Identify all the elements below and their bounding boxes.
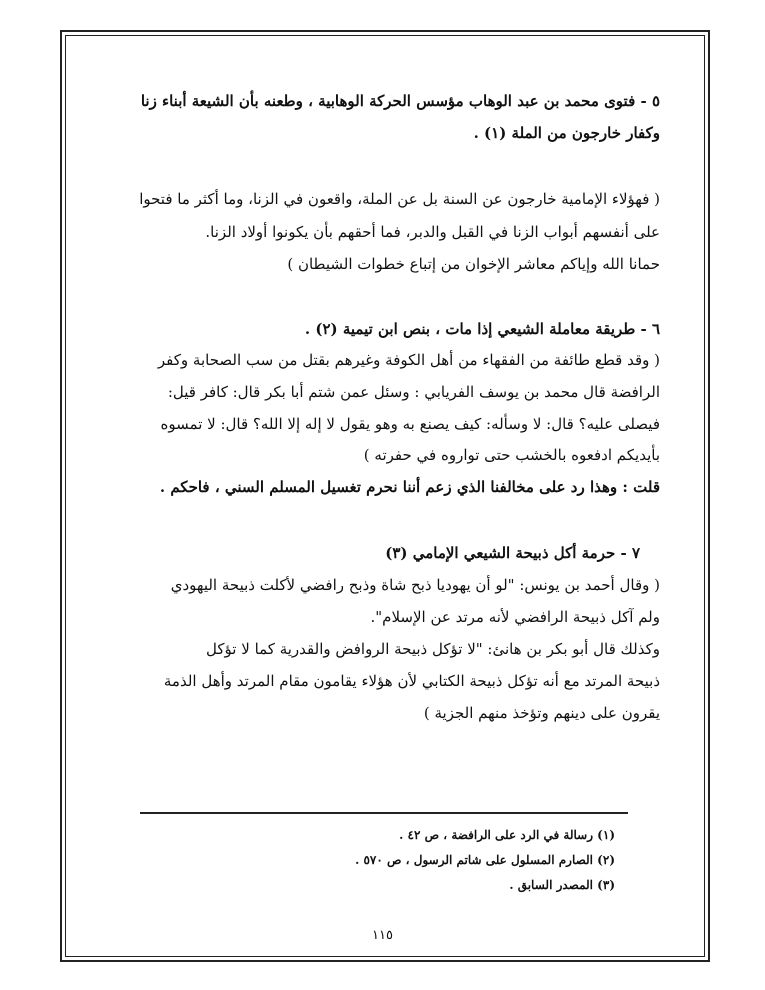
quote-line-1: ( فهؤلاء الإمامية خارجون عن السنة بل عن الملة، واقعون في الزنا، وما أكثر ما فتحوا: [139, 190, 660, 208]
section-6-note: قلت : وهذا رد على مخالفنا الذي زعم أننا نحرم تغسيل المسلم السني ، فاحكم .: [159, 478, 660, 496]
page-number: ١١٥: [372, 928, 393, 943]
section-6-line-1: ( وقد قطع طائفة من الفقهاء من أهل الكوفة وغيرهم بقتل من سب الصحابة وكفر: [157, 351, 660, 369]
section-7-line-3: وكذلك قال أبو بكر بن هانئ: "لا تؤكل ذبيحة الروافض والقدرية كما لا تؤكل: [206, 640, 660, 658]
footnote-1: (١) رسالة في الرد على الرافضة ، ص ٤٢ .: [399, 828, 615, 842]
section-5-heading-line-2: وكفار خارجون من الملة (١) .: [473, 124, 660, 142]
section-7-line-5: يقرون على دينهم وتؤخذ منهم الجزية ): [423, 704, 660, 722]
section-6-line-3: فيصلى عليه؟ قال: لا وسأله: كيف يصنع به وهو يقول لا إله إلا الله؟ قال: لا تمسوه: [160, 415, 660, 433]
section-6-line-4: بأيديكم ادفعوه بالخشب حتى تواروه في حفرته ): [363, 446, 660, 464]
section-6-heading: ٦ - طريقة معاملة الشيعي إذا مات ، بنص ابن تيمية (٢) .: [304, 320, 660, 338]
section-7-line-2: ولم آكل ذبيحة الرافضي لأنه مرتد عن الإسلام".: [370, 608, 660, 626]
quote-line-3: حمانا الله وإياكم معاشر الإخوان من إتباع خطوات الشيطان ): [287, 255, 660, 273]
section-7-heading: ٧ - حرمة أكل ذبيحة الشيعي الإمامي (٣): [385, 544, 640, 562]
section-5-heading-line-1: ٥ - فتوى محمد بن عبد الوهاب مؤسس الحركة الوهابية ، وطعنه بأن الشيعة أبناء زنا: [140, 92, 660, 110]
section-7-line-4: ذبيحة المرتد مع أنه تؤكل ذبيحة الكتابي لأن هؤلاء يقامون مقام المرتد وأهل الذمة: [163, 672, 660, 690]
footnote-2: (٢) الصارم المسلول على شاتم الرسول ، ص ٥٧٠ .: [355, 853, 615, 867]
footnote-3: (٣) المصدر السابق .: [509, 878, 615, 892]
quote-line-2: على أنفسهم أبواب الزنا في القبل والدبر، فما أحقهم بأن يكونوا أولاد الزنا.: [205, 223, 660, 241]
section-7-line-1: ( وقال أحمد بن يونس: "لو أن يهوديا ذبح شاة وذبح رافضي لأكلت ذبيحة اليهودي: [170, 576, 660, 594]
section-6-line-2: الرافضة قال محمد بن يوسف الفريابي : وسئل عمن شتم أبا بكر قال: كافر قيل:: [167, 383, 660, 401]
footnote-separator: [140, 812, 628, 814]
